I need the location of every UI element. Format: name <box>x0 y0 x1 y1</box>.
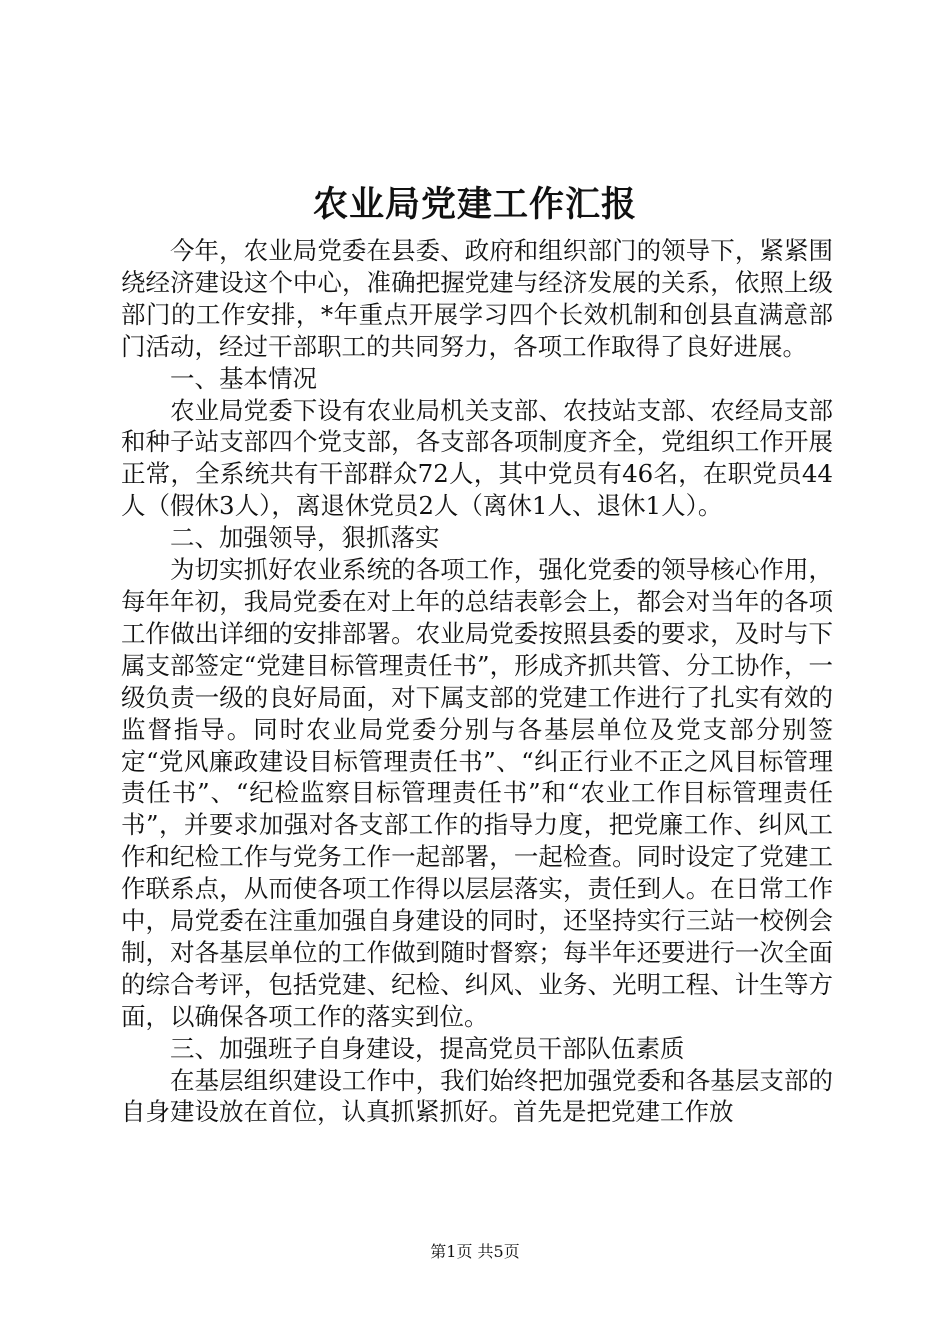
section-heading-team-building: 三、加强班子自身建设，提高党员干部队伍素质 <box>170 1033 685 1063</box>
page-footer: 第1页 共5页 <box>430 1242 520 1261</box>
document-body <box>121 235 833 1128</box>
leadership-paragraph: 为切实抓好农业系统的各项工作，强化党委的领导核心作用，每年年初，我局党委在对上年的总结表彰会上，都会对当年的各项工作做出详细的安排部署。农业局党委按照县委的要求，及时与下属支部签定“党建目标管理责任书”，形成齐抓共管、分工协作，一级负责一级的良好局面，对下属支部的党建工作进行了扎实有效的监督指导。同时农业局党委分别与各基层单位及党支部分别签定“党风廉政建设目标管理责任书”、“纠正行业不正之风目标管理责任书”、“纪检监察目标管理责任书”和“农业工作目标管理责任书”，并要求加强对各支部工作的指导力度，把党廉工作、纠风工作和纪检工作与党务工作一起部署，一起检查。同时设定了党建工作联系点，从而使各项工作得以层层落实，责任到人。在日常工作中，局党委在注重加强自身建设的同时，还坚持实行三站一校例会制，对各基层单位的工作做到随时督察；每半年还要进行一次全面的综合考评，包括党建、纪检、纠风、业务、光明工程、计生等方面，以确保各项工作的落实到位。 <box>121 555 833 1031</box>
team-building-paragraph: 在基层组织建设工作中，我们始终把加强党委和各基层支部的自身建设放在首位，认真抓紧抓好。首先是把党建工作放 <box>121 1065 833 1127</box>
intro-paragraph: 今年，农业局党委在县委、政府和组织部门的领导下，紧紧围绕经济建设这个中心，准确把握党建与经济发展的关系，依照上级部门的工作安排，*年重点开展学习四个长效机制和创县直满意部门活动，经过干部职工的共同努力，各项工作取得了良好进展。 <box>121 236 833 361</box>
section-heading-leadership: 二、加强领导，狠抓落实 <box>170 523 440 553</box>
section-heading-basic-situation: 一、基本情况 <box>170 363 317 393</box>
basic-situation-paragraph: 农业局党委下设有农业局机关支部、农技站支部、农经局支部和种子站支部四个党支部，各支部各项制度齐全，党组织工作开展正常，全系统共有干部群众72人，其中党员有46名，在职党员44人（假休3人），离退休党员2人（离休1人、退休1人）。 <box>121 395 833 521</box>
document-title: 农业局党建工作汇报 <box>312 184 637 225</box>
